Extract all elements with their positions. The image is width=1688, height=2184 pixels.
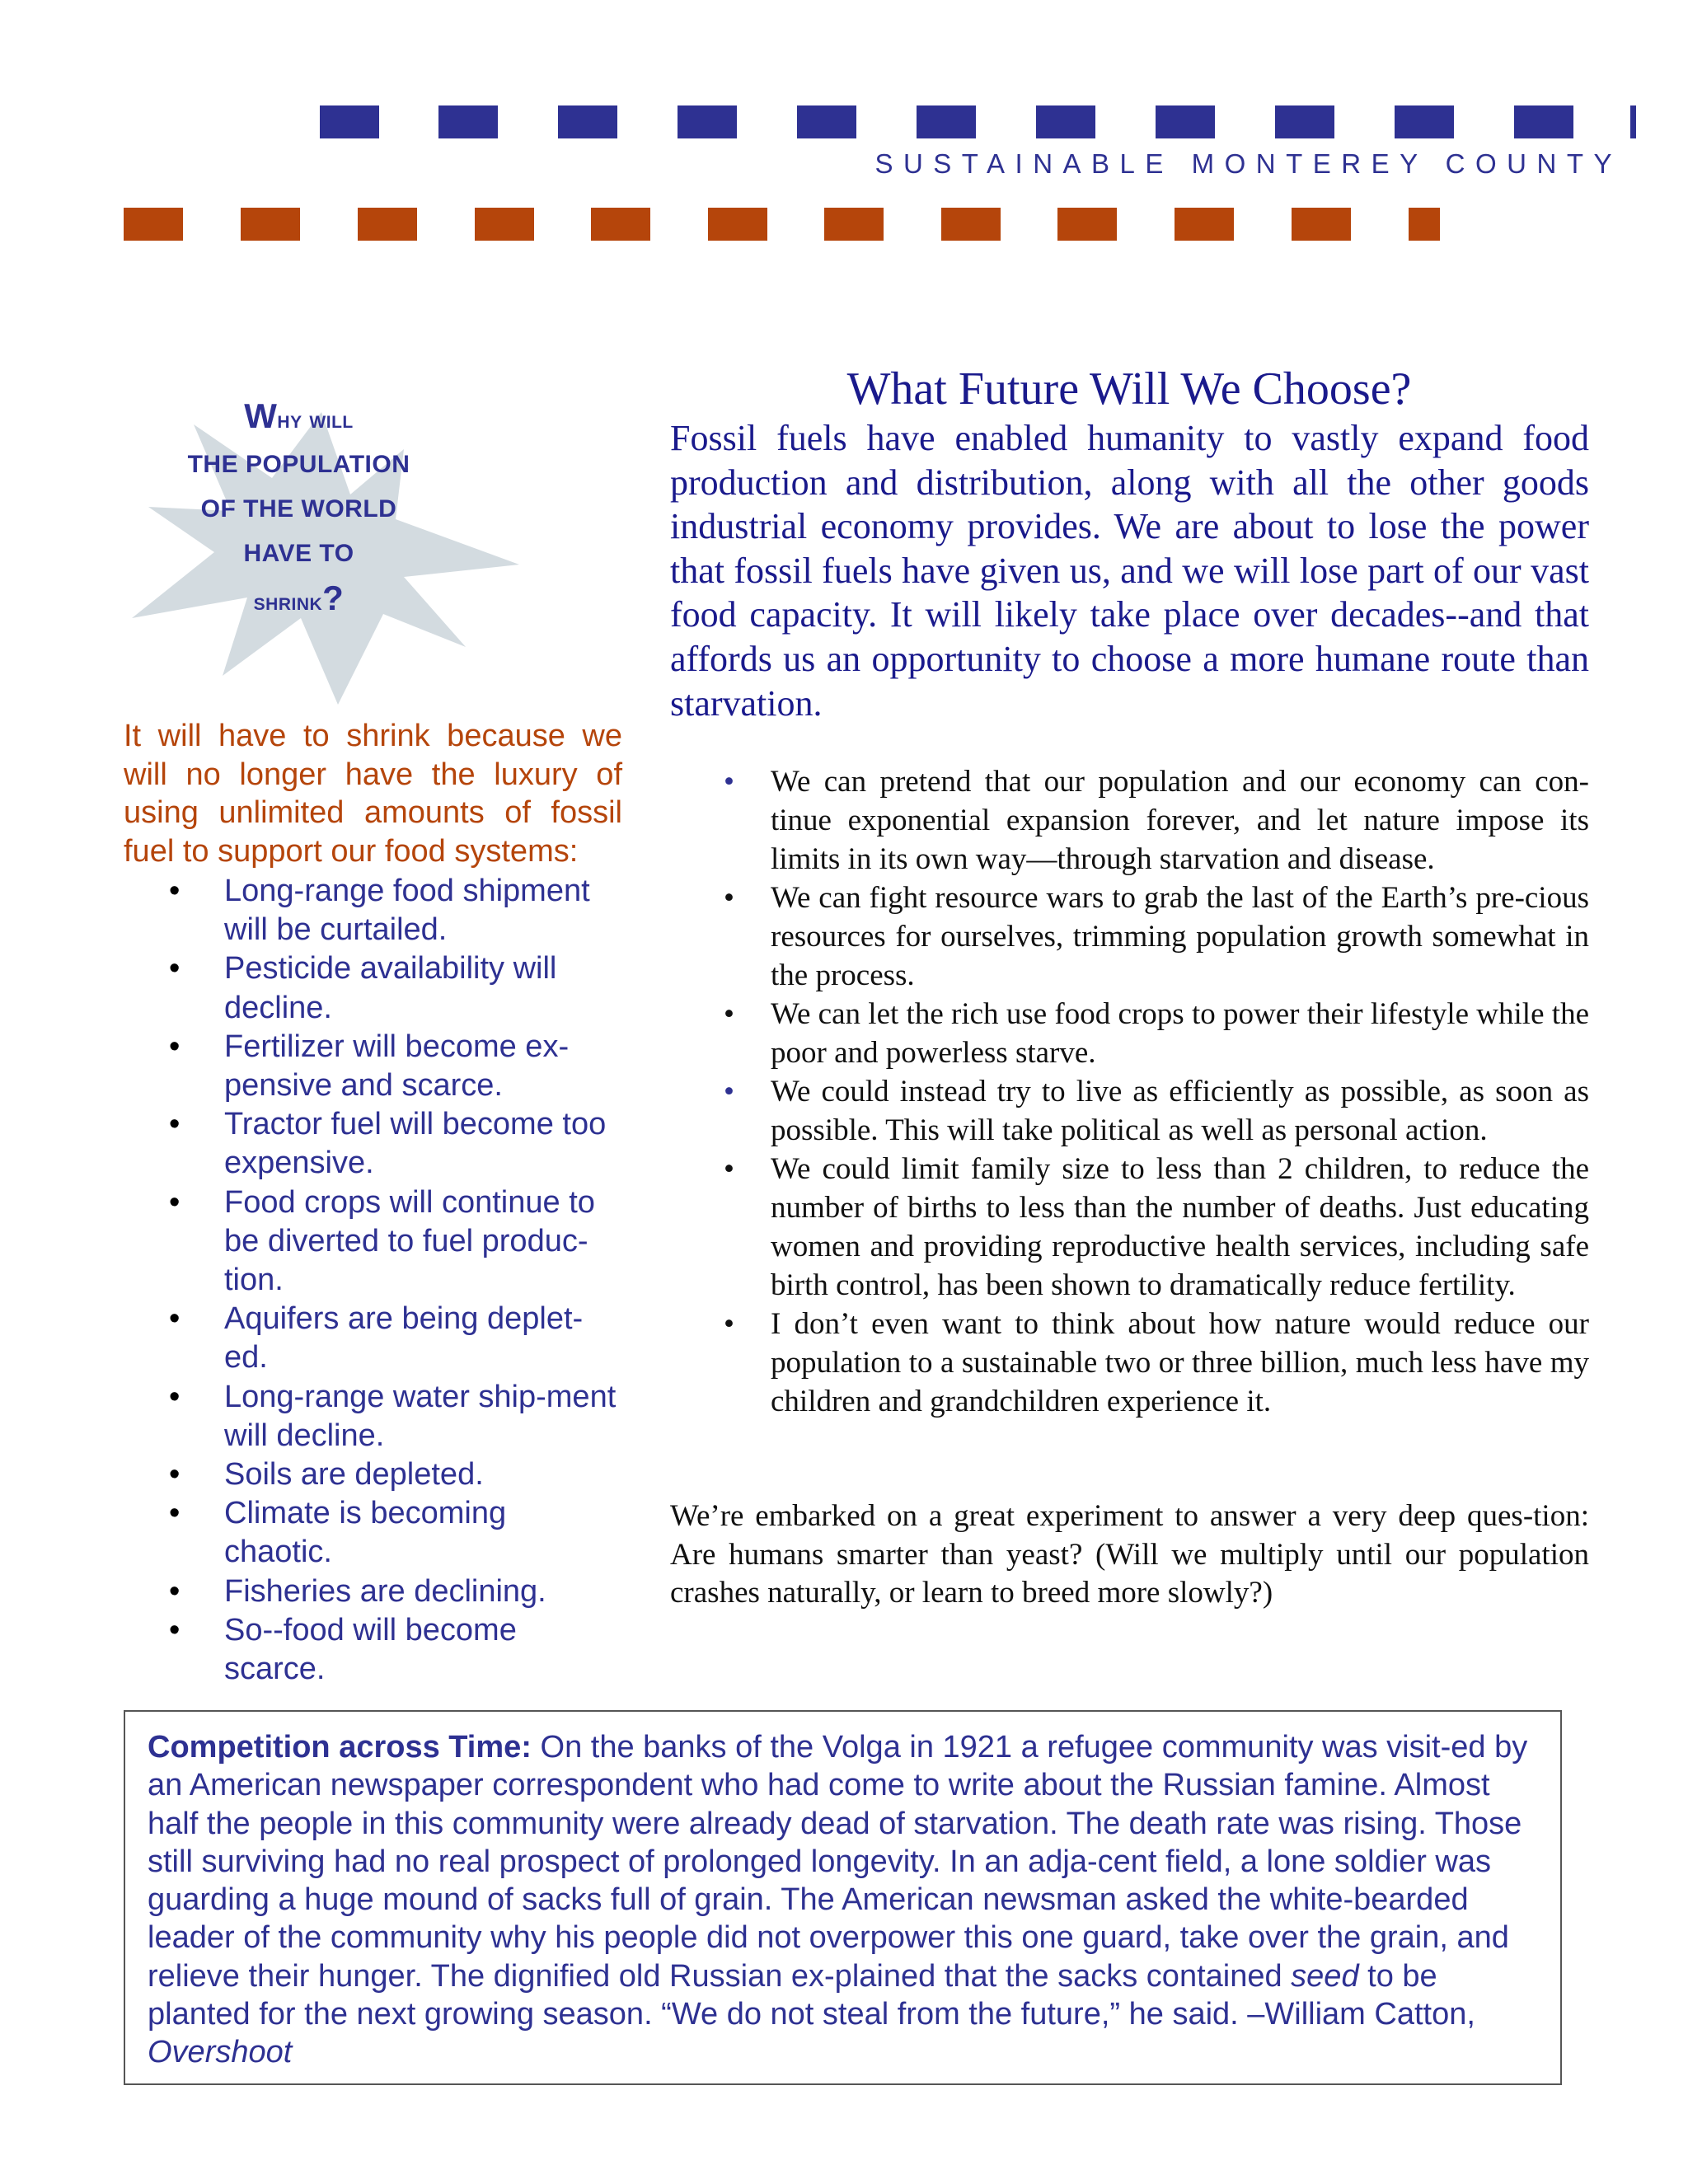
sidebar-intro: It will have to shrink because we will no longer have the luxury of using unlimited amounts of fossil fuel to support our food systems: [124, 719, 622, 869]
list-item: • We can pretend that our population and our economy can con-tinue exponential expansion forever, and let nature impose its limits in its own way—through starvation and disease. [670, 762, 1589, 879]
orange-square [358, 208, 417, 241]
brand-title: SUSTAINABLE MONTEREY COUNTY [874, 148, 1622, 179]
question-line-1-rest: hy will [277, 406, 354, 434]
list-item: • Food crops will continue to be diverted to fuel produc-tion. [124, 1183, 622, 1301]
orange-square [708, 208, 767, 241]
quote-heading: Competition across Time: [148, 1730, 532, 1765]
orange-square [475, 208, 534, 241]
lead-paragraph: Fossil fuels have enabled humanity to vastly expand food production and distribution, along with all the other goods industrial economy provides. We are about to lose the power that fossil fuels have given us, and we will lose part of our vast food capacity. It will likely take place over decades--and that affords us an opportunity to choose a more humane route than starvation. [670, 418, 1589, 724]
options-list [670, 762, 1589, 1421]
question-mark: ? [322, 579, 345, 617]
orange-square [241, 208, 300, 241]
list-item: • We can fight resource wars to grab the last of the Earth’s pre-cious resources for ourselves, trimming population growth somewhat in the process. [670, 879, 1589, 995]
question-line-3: OF THE WORLD [200, 495, 397, 523]
list-item: • We could instead try to live as efficiently as possible, as soon as possible. This will take political as well as personal action. [670, 1072, 1589, 1150]
question-line-2: THE POPULATION [187, 451, 410, 478]
list-item: • Aquifers are being deplet-ed. [124, 1300, 622, 1377]
orange-square [1175, 208, 1234, 241]
closing-paragraph: We’re embarked on a great experiment to answer a very deep ques-tion: Are humans smarter than yeast? (Will we multiply until our population crashes naturally, or learn to breed more slowly?) [670, 1499, 1589, 1610]
list-item: • Long-range water ship-ment will decline. [124, 1378, 622, 1455]
list-item: • I don’t even want to think about how nature would reduce our population to a sustainable two or three billion, much less have my children and grandchildren experience it. [670, 1305, 1589, 1421]
quote-emphasis: seed [1291, 1958, 1359, 1994]
orange-square [591, 208, 650, 241]
orange-square [124, 208, 183, 241]
orange-square [941, 208, 1001, 241]
list-item: • Pesticide availability will decline. [124, 949, 622, 1027]
question-line-1 [124, 394, 474, 443]
orange-square [1409, 208, 1440, 241]
list-item: • Long-range food shipment will be curtailed. [124, 872, 622, 949]
list-item: • So--food will become scarce. [124, 1611, 622, 1689]
question-line-4: HAVE TO [243, 540, 354, 567]
quote-body-2: to be planted for the next growing season. “We do not steal from the future,” he said. –William Catton, [148, 1958, 1475, 2032]
quote-body-1: On the banks of the Volga in 1921 a refugee community was visit-ed by an American newspaper correspondent who had come to write about the Russian famine. Almost half the people in this community were already dead of starvation. The death rate was rising. Those still surviving had no real prospect of prolonged longevity. In an adja-cent field, a lone soldier was guarding a huge mound of sacks full of grain. The American newsman asked the white-bearded leader of the community why his people did not overpower this one guard, take over the grain, and relieve their hunger. The dignified old Russian ex-plained that the sacks contained [148, 1730, 1528, 1994]
list-item: • Soils are depleted. [124, 1455, 622, 1494]
orange-square [824, 208, 884, 241]
quote-box [124, 1710, 1562, 2085]
page-title: What Future Will We Choose? [846, 363, 1412, 415]
question-line-5 [124, 576, 474, 625]
list-item: • Fertilizer will become ex-pensive and scarce. [124, 1028, 622, 1105]
quote-text [148, 1728, 1536, 2072]
question-line-5-word: shrink [253, 588, 323, 616]
list-item: • Tractor fuel will become too expensive. [124, 1105, 622, 1183]
list-item: • We could limit family size to less than 2 children, to reduce the number of births to less than the number of deaths. Just educating women and providing reproductive health services, including safe birth control, has been shown to dramatically reduce fertility. [670, 1150, 1589, 1305]
orange-square [1057, 208, 1117, 241]
list-item: • Fisheries are declining. [124, 1572, 622, 1611]
quote-source: Overshoot [148, 2035, 293, 2070]
list-item: • We can let the rich use food crops to power their lifestyle while the poor and powerless starve. [670, 995, 1589, 1072]
sidebar-list [124, 872, 622, 1689]
question-initial: W [244, 396, 278, 435]
list-item: • Climate is becoming chaotic. [124, 1494, 622, 1572]
orange-square [1292, 208, 1351, 241]
sidebar-question [124, 394, 474, 625]
orange-bar-row [0, 0, 1688, 247]
